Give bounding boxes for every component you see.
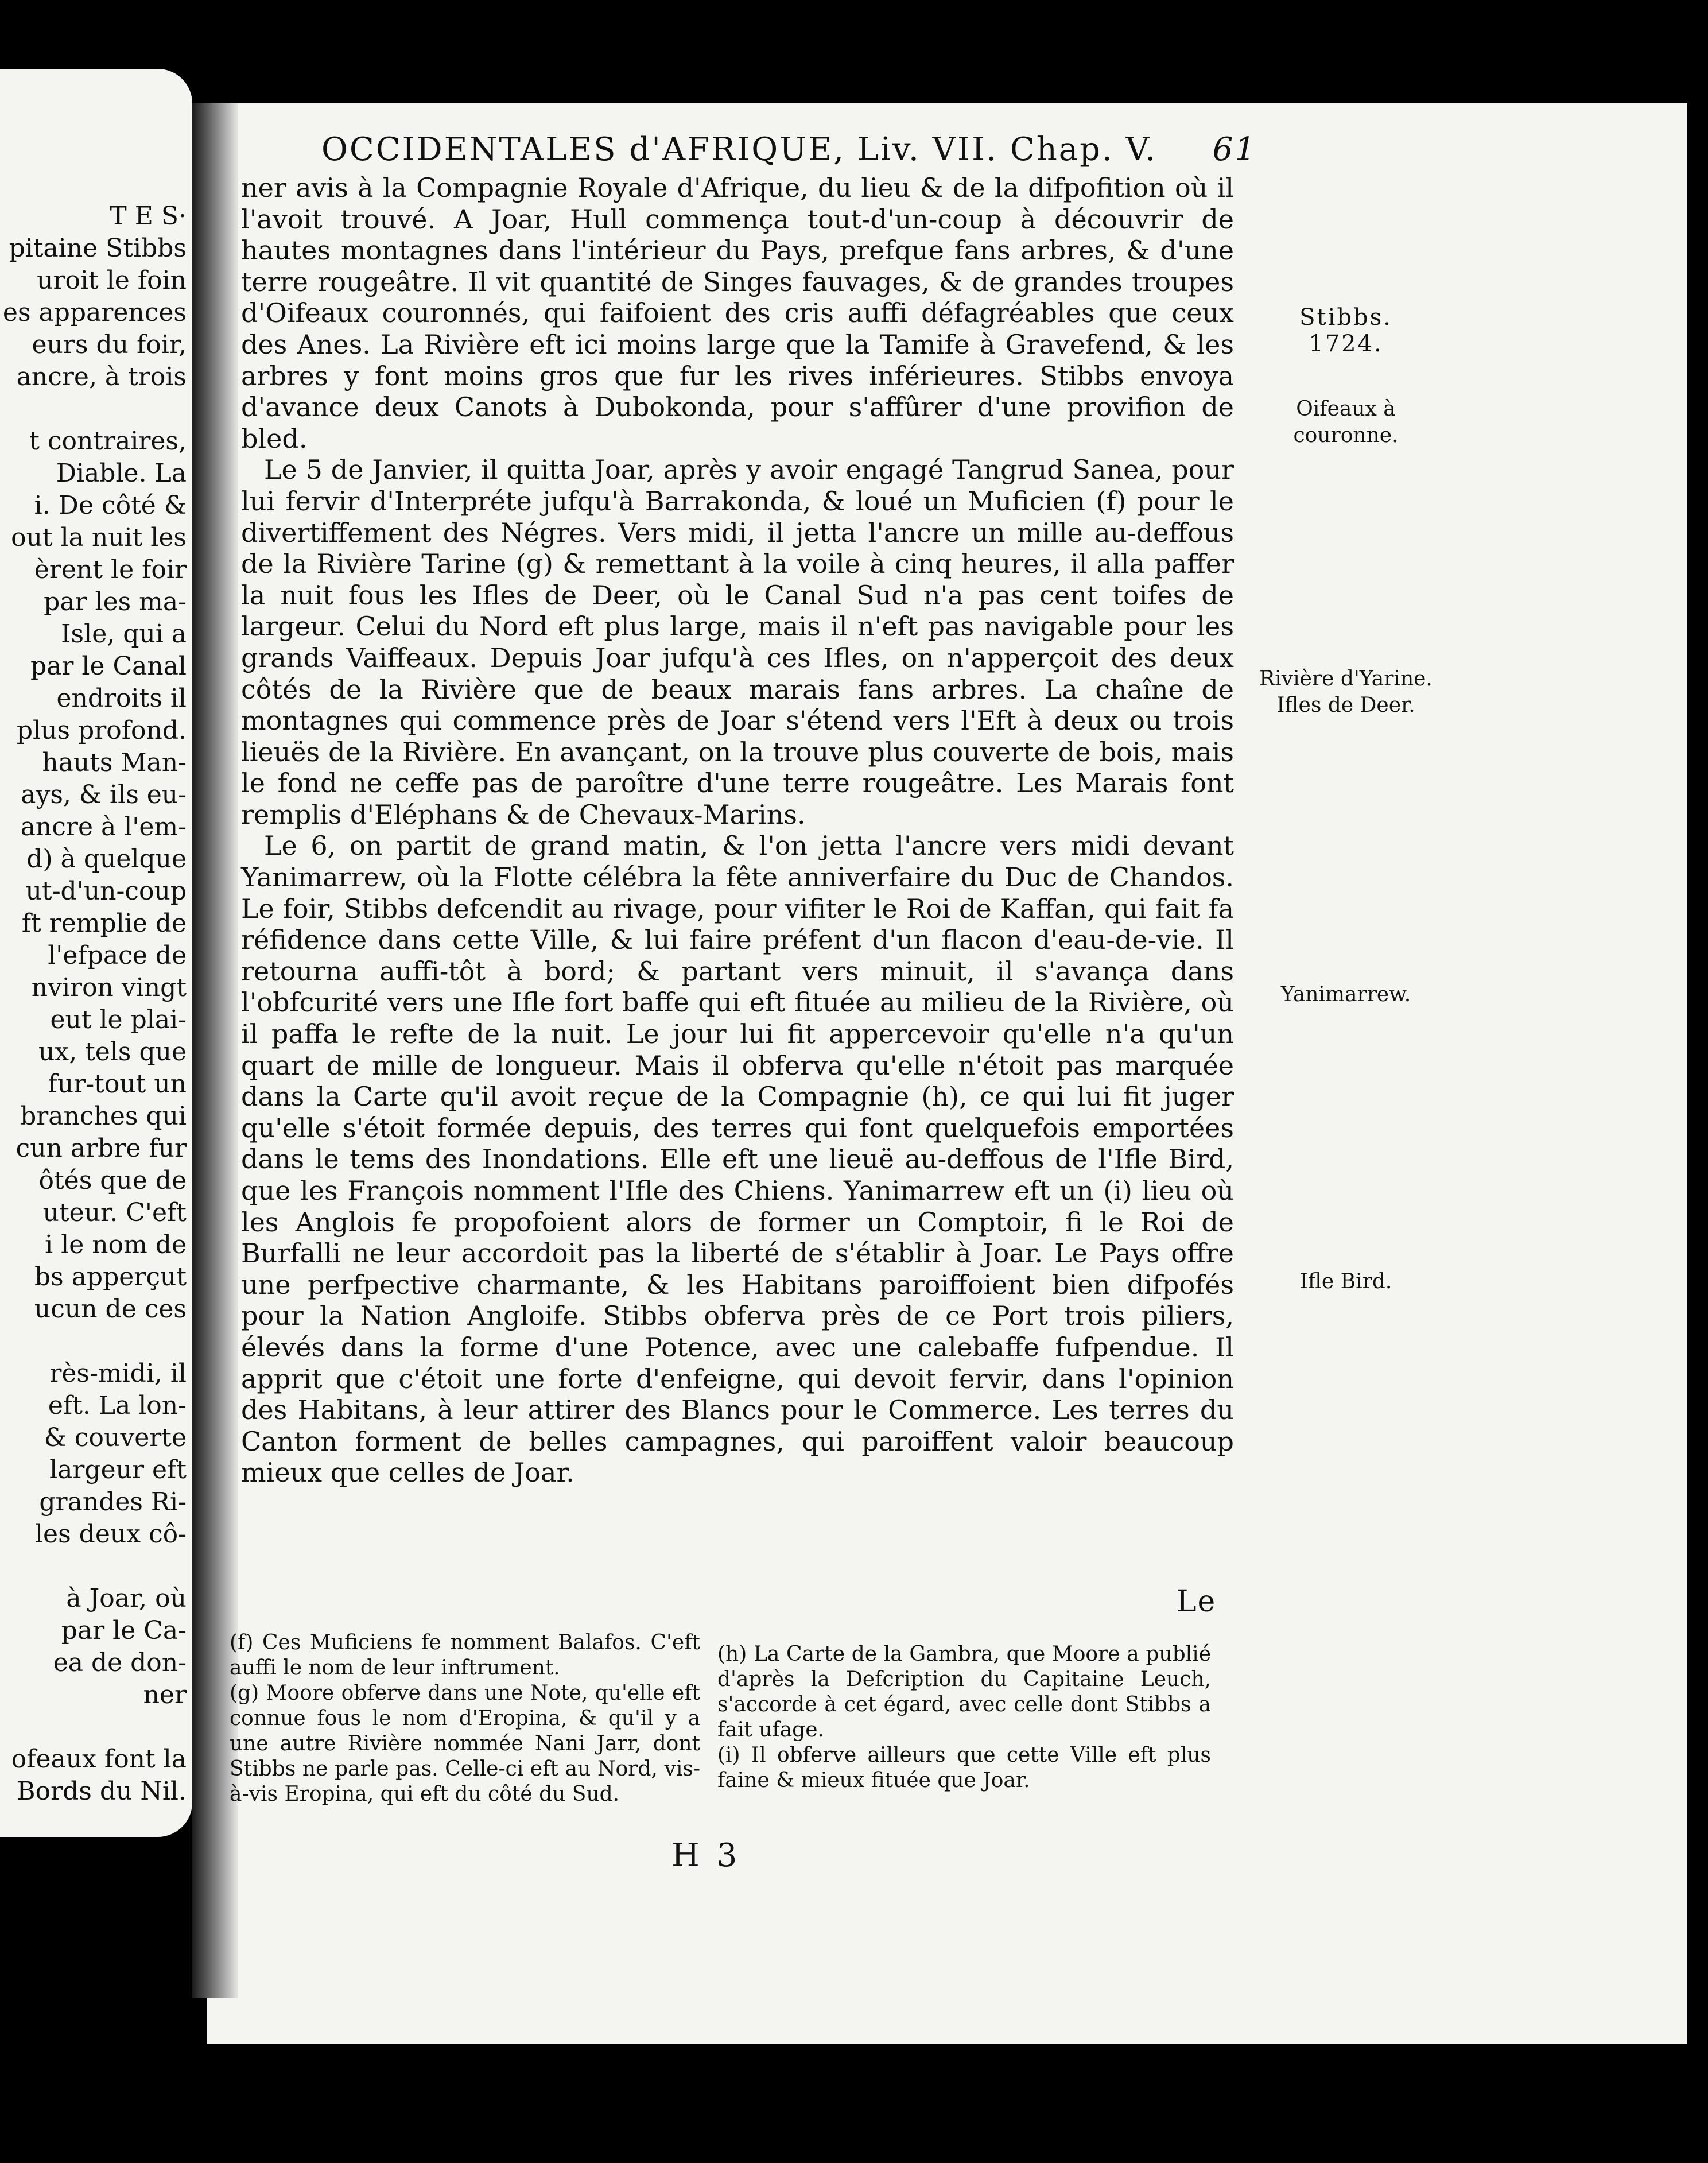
sidenote-riviere: Rivière d'Yarine. Ifles de Deer. (1259, 667, 1433, 717)
left-page-line: ft remplie de (21, 909, 187, 938)
left-page-line: eut le plai- (50, 1005, 187, 1034)
left-page-line: les deux cô- (34, 1519, 187, 1549)
left-page-line: ucun de ces (34, 1294, 187, 1324)
page-number: 61 (1212, 131, 1257, 168)
left-page-line: ux, tels que (38, 1037, 187, 1067)
left-page-line: cun arbre fur (15, 1134, 187, 1163)
left-page-line: eurs du foir, (32, 330, 187, 359)
paragraph: ner avis à la Compagnie Royale d'Afrique, du lieu & de la difpofition où il l'avoit trouvé. A Joar, Hull commença tout-d'un-coup à découvrir de hautes montagnes dans l'intérieur du Pays, prefque fans arbres, & d'une terre rougeâtre. Il vit quantité de Singes fauvages, & de grandes troupes d'Oifeaux couronnés, qui faifoient des cris auffi défagréables que ceux des Anes. La Rivière eft ici moins large que la Tamife à Gravefend, & les arbres y font moins gros que fur les rives inférieures. Stibbs envoya d'avance deux Canots à Dubokonda, pour s'affûrer d'une provifion de bled. (241, 172, 1234, 454)
left-page-line: fur-tout un (48, 1069, 187, 1099)
running-title: OCCIDENTALES d'AFRIQUE, Liv. VII. Chap. V. (321, 131, 1158, 168)
left-page-line: ner (143, 1680, 187, 1710)
left-page-line: i le nom de (45, 1230, 187, 1259)
left-page-line: rès-midi, il (49, 1359, 187, 1388)
left-page-line: l'efpace de (48, 941, 187, 970)
left-page-line: ôtés que de (38, 1166, 187, 1195)
left-page-line: endroits il (56, 684, 187, 713)
footnotes-left (230, 1630, 700, 1807)
footnote: (i) Il obferve ailleurs que cette Ville eft plus faine & mieux fituée que Joar. (717, 1743, 1211, 1792)
left-page-line: bs apperçut (34, 1262, 187, 1292)
left-page-line: largeur eft (49, 1455, 187, 1484)
left-page-line: ancre à l'em- (20, 812, 187, 842)
left-page-line: ofeaux font la (11, 1745, 187, 1774)
left-page-line: ancre, à trois (16, 362, 187, 391)
paragraph: Le 5 de Janvier, il quitta Joar, après y avoir engagé Tangrud Sanea, pour lui fervir d'Interpréte jufqu'à Barrakonda, & loué un Muficien (f) pour le divertiffement des Négres. Vers midi, il jetta l'ancre un mille au-deffous de la Rivière Tarine (g) & remettant à la voile à cinq heures, il alla paffer la nuit fous les Ifles de Deer, où le Canal Sud n'a pas cent toifes de largeur. Celui du Nord eft plus large, mais il n'eft pas navigable pour les grands Vaiffeaux. Depuis Joar jufqu'à ces Ifles, on n'apperçoit des deux côtés de la Rivière que de beaux marais fans arbres. La chaîne de montagnes qui commence près de Joar s'étend vers l'Eft à deux ou trois lieuës de la Rivière. En avançant, on la trouve plus couverte de bois, mais le fond ne ceffe pas de paroître d'une terre rougeâtre. Les Marais font remplis d'Eléphans & de Chevaux-Marins. (241, 454, 1234, 830)
paragraph: Le 6, on partit de grand matin, & l'on jetta l'ancre vers midi devant Yanimarrew, où la Flotte célébra la fête anniverfaire du Duc de Chandos. Le foir, Stibbs defcendit au rivage, pour vifiter le Roi de Kaffan, qui fait fa réfidence dans cette Ville, & lui faire préfent d'un flacon d'eau-de-vie. Il retourna auffi-tôt à bord; & partant vers minuit, il s'avança dans l'obfcurité vers une Ifle fort baffe qui eft fituée au milieu de la Rivière, où il paffa le refte de la nuit. Le jour lui fit appercevoir qu'elle n'a qu'un quart de mille de longueur. Mais il obferva qu'elle n'étoit pas marquée dans la Carte qu'il avoit reçue de la Compagnie (h), ce qui lui fit juger qu'elle s'étoit formée depuis, des terres qui font quelquefois emportées dans le tems des Inondations. Elle eft une lieuë au-deffous de l'Ifle Bird, que les François nomment l'Ifle des Chiens. Yanimarrew eft un (i) lieu où les Anglois fe propofoient alors de former un Comptoir, fi le Roi de Burfalli ne leur accordoit pas la liberté de s'établir à Joar. Le Pays offre une perfpective charmante, & les Habitans paroiffoient bien difpofés pour la Nation Angloife. Stibbs obferva près de ce Port trois piliers, élevés dans la forme d'une Potence, avec une calebaffe fufpendue. Il apprit que c'étoit une forte d'enfeigne, qui devoit fervir, dans l'opinion des Habitans, à leur attirer des Blancs pour le Commerce. Les terres du Canton forment de belles campagnes, qui paroiffent valoir beaucoup mieux que celles de Joar. (241, 830, 1234, 1488)
footnote: (g) Moore obferve dans une Note, qu'elle eft connue fous le nom d'Eropina, & qu'il y a une autre Rivière nommée Nani Jarr, dont Stibbs ne parle pas. Celle-ci eft au Nord, vis-à-vis Eropina, qui eft du côté du Sud. (230, 1681, 700, 1806)
left-page-line: Bords du Nil. (17, 1777, 187, 1806)
footnote: (f) Ces Muficiens fe nomment Balafos. C'eft auffi le nom de leur inftrument. (230, 1631, 700, 1680)
footnote: (h) La Carte de la Gambra, que Moore a publié d'après la Defcription du Capitaine Leuch, s'accorde à cet égard, avec celle dont Stibbs a fait ufage. (717, 1642, 1211, 1742)
left-page-line: Isle, qui a (61, 619, 187, 649)
left-page-line: par le Canal (30, 652, 187, 681)
left-page-line: branches qui (20, 1102, 187, 1131)
left-page-line: par le Ca- (61, 1616, 187, 1645)
left-page-line: t contraires, (29, 427, 187, 456)
left-page-line: & couverte (44, 1423, 187, 1452)
signature-mark: H 3 (671, 1837, 741, 1874)
left-page-line: nviron vingt (31, 973, 187, 1002)
left-page-line: pitaine Stibbs (9, 234, 187, 263)
left-page-line: par les ma- (44, 587, 187, 617)
catchword: Le (1177, 1584, 1217, 1619)
sidenote-yanimarrew: Yanimarrew. (1280, 983, 1411, 1006)
left-page-line: plus profond. (16, 716, 187, 745)
left-page-line: ays, & ils eu- (21, 780, 187, 809)
main-text (241, 172, 1234, 1488)
left-page-line: ea de don- (53, 1648, 187, 1677)
left-page-line: à Joar, où (66, 1584, 187, 1613)
running-header (321, 131, 1257, 171)
left-page-line: èrent le foir (34, 555, 187, 584)
left-page-line: uteur. C'eft (42, 1198, 187, 1227)
sidenote-stibbs: Stibbs. 1724. (1299, 304, 1392, 357)
left-page-line: eft. La lon- (48, 1391, 187, 1420)
left-page-line: out la nuit les (11, 523, 187, 552)
left-page-line: es apparences (2, 298, 187, 327)
left-page-line: d) à quelque (26, 844, 187, 874)
left-page-line: ut-d'un-coup (25, 877, 187, 906)
left-page-line: i. De côté & (34, 491, 187, 520)
left-page-line: grandes Ri- (39, 1487, 187, 1517)
left-page-line: Diable. La (56, 459, 187, 488)
left-page-line: hauts Man- (42, 748, 187, 777)
left-page-line: uroit le foin (37, 266, 187, 295)
left-page-fragment (0, 69, 192, 1837)
footnotes-right (717, 1642, 1211, 1793)
sidenote-oiseaux: Oifeaux à couronne. (1293, 397, 1399, 447)
left-page-line: T E S· (110, 201, 187, 231)
sidenote-isle-bird: Ifle Bird. (1299, 1270, 1392, 1293)
